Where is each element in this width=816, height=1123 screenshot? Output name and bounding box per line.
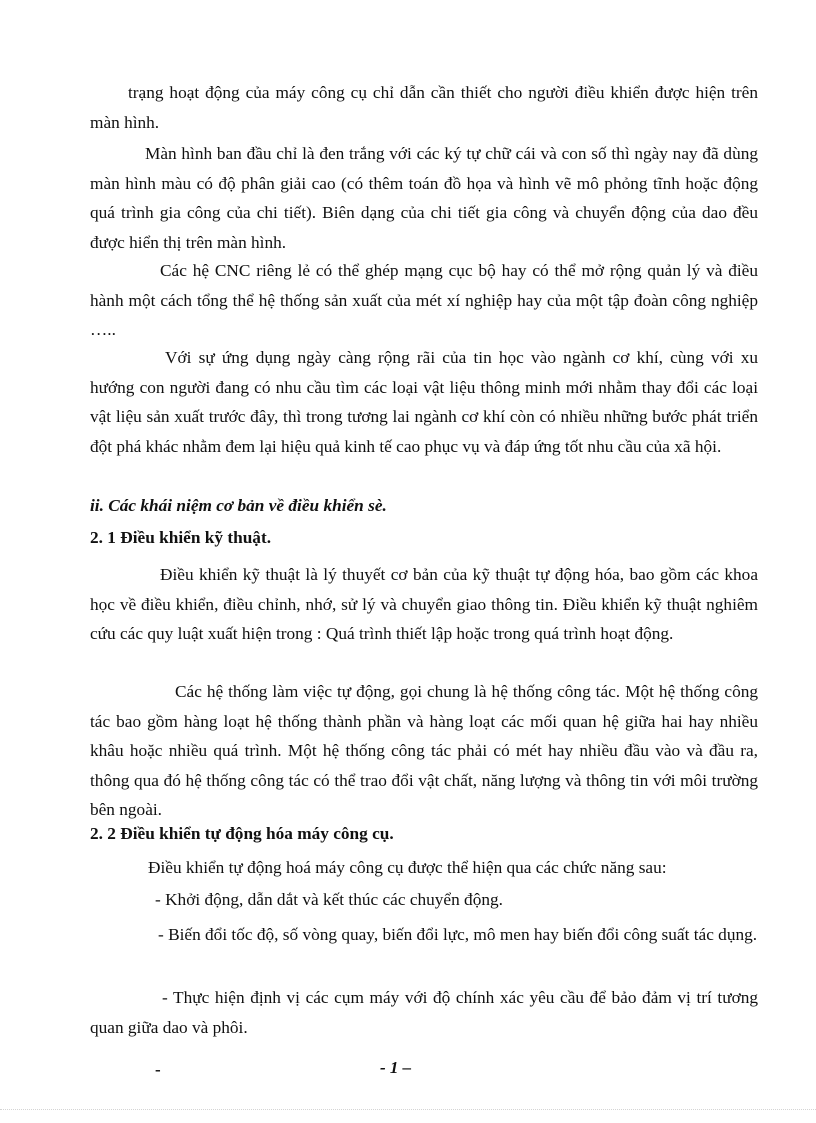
- section-heading-ii: ii. Các khái niệm cơ bản về điều khiển sè.: [90, 496, 387, 515]
- paragraph-7: Điều khiển tự động hoá máy công cụ được thể hiện qua các chức năng sau:: [148, 858, 667, 877]
- bottom-dotted-rule: [0, 1109, 816, 1110]
- paragraph-4: Với sự ứng dụng ngày càng rộng rãi của tin học vào ngành cơ khí, cùng với xu hướng con người đang có nhu cầu tìm các loại vật liệu thông minh mới nhằm thay đổi các loại vật liệu sản xuất trước đây, thì trong tương lai ngành cơ khí còn có nhiều những bước phát triển đột phá khác nhằm đem lại hiệu quả kinh tế cao phục vụ và đáp ứng tốt nhu cầu của xã hội.: [90, 348, 758, 456]
- paragraph-1: trạng hoạt động của máy công cụ chỉ dẫn cần thiết cho người điều khiển được hiện trên màn hình.: [90, 83, 758, 132]
- list-item-2: - Biến đổi tốc độ, số vòng quay, biến đổi lực, mô men hay biến đổi công suất tác dụng.: [158, 925, 758, 944]
- heading-2-2: 2. 2 Điều khiển tự động hóa máy công cụ.: [90, 824, 394, 843]
- list-item-3: - Thực hiện định vị các cụm máy với độ chính xác yêu cầu để bảo đảm vị trí tương quan giữa dao và phôi.: [90, 988, 758, 1037]
- page-number: - 1 –: [380, 1058, 412, 1077]
- paragraph-3: Các hệ CNC riêng lẻ có thể ghép mạng cục bộ hay có thể mở rộng quản lý và điều hành một cách tổng thể hệ thống sản xuất của mét xí nghiệp hay của một tập đoàn công nghiệp …..: [90, 261, 758, 340]
- paragraph-6: Các hệ thống làm việc tự động, gọi chung là hệ thống công tác. Một hệ thống công tác bao gồm hàng loạt hệ thống thành phần và hàng loạt các mối quan hệ giữa hai hay nhiều khâu hoặc nhiều quá trình. Một hệ thống công tác phải có mét hay nhiều đầu vào và đầu ra, thông qua đó hệ thống công tác có thể trao đổi vật chất, năng lượng và thông tin với môi trường bên ngoài.: [90, 682, 758, 820]
- paragraph-2: Màn hình ban đầu chỉ là đen trắng với các ký tự chữ cái và con số thì ngày nay đã dùng màn hình màu có độ phân giải cao (có thêm toán đồ họa và hình vẽ mô phỏng tĩnh hoặc động quá trình gia công của chi tiết). Biên dạng của chi tiết gia công và chuyển động của dao đều được hiển thị trên màn hình.: [90, 144, 758, 252]
- paragraph-5: Điều khiển kỹ thuật là lý thuyết cơ bản của kỹ thuật tự động hóa, bao gồm các khoa học về điều khiển, điều chỉnh, nhớ, sử lý và chuyển giao thông tin. Điều khiển kỹ thuật nghiêm cứu các quy luật xuất hiện trong : Quá trình thiết lập hoặc trong quá trình hoạt động.: [90, 565, 758, 644]
- footer-dash: -: [155, 1060, 161, 1079]
- heading-2-1: 2. 1 Điều khiển kỹ thuật.: [90, 528, 272, 547]
- list-item-1: - Khởi động, dẫn dắt và kết thúc các chuyển động.: [155, 890, 503, 909]
